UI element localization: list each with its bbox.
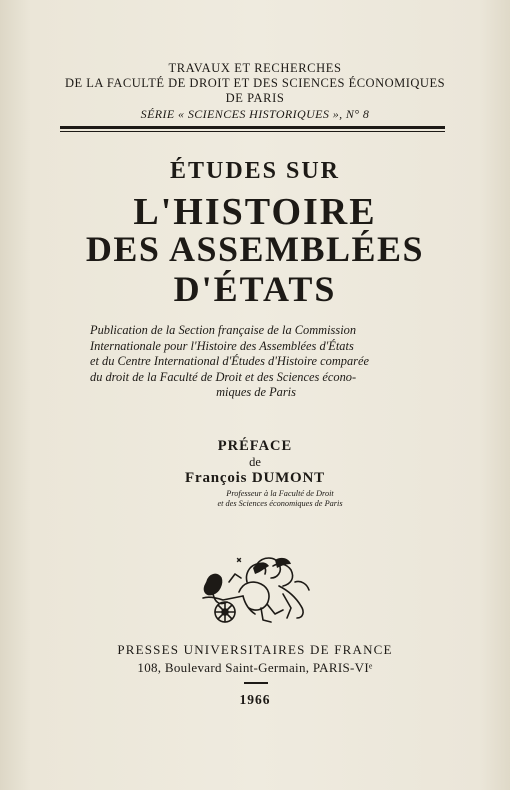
publication-year: 1966: [239, 692, 271, 707]
author-affiliation-2: et des Sciences économiques de Paris: [217, 499, 343, 508]
publisher-address: 108, Boulevard Saint-Germain, PARIS-VIᵉ: [137, 660, 373, 675]
publisher-chariot-emblem-icon: [183, 552, 323, 632]
title-line-4: D'ÉTATS: [173, 269, 337, 309]
publication-line: Internationale pour l'Histoire des Assemblées d'États: [90, 338, 354, 353]
publisher-name: PRESSES UNIVERSITAIRES DE FRANCE: [117, 642, 393, 657]
publication-line: du droit de la Faculté de Droit et des Sciences écono-: [90, 369, 357, 384]
preface-de: de: [249, 455, 261, 469]
series-line-1: TRAVAUX ET RECHERCHES: [168, 61, 342, 75]
publication-line: Publication de la Section française de la Commission: [90, 323, 357, 337]
author-affiliation-1: Professeur à la Faculté de Droit: [226, 489, 334, 498]
header-rule-thick: [60, 126, 445, 129]
series-number: SÉRIE « SCIENCES HISTORIQUES », N° 8: [140, 107, 370, 121]
publication-line: et du Centre International d'Études d'Histoire comparée: [90, 354, 369, 368]
publication-line: miques de Paris: [216, 385, 296, 399]
series-line-3: DE PARIS: [225, 91, 285, 105]
preface-heading: PRÉFACE: [217, 438, 293, 454]
series-line-2: DE LA FACULTÉ DE DROIT ET DES SCIENCES ÉCONOMIQUES: [64, 76, 446, 90]
title-line-2: L'HISTOIRE: [133, 191, 377, 233]
header-rule-thin: [60, 131, 445, 132]
year-rule: [244, 682, 268, 684]
title-line-3: DES ASSEMBLÉES: [85, 229, 425, 269]
preface-author: François DUMONT: [185, 470, 325, 486]
publication-note: [90, 323, 422, 401]
title-line-1: ÉTUDES SUR: [169, 158, 341, 184]
